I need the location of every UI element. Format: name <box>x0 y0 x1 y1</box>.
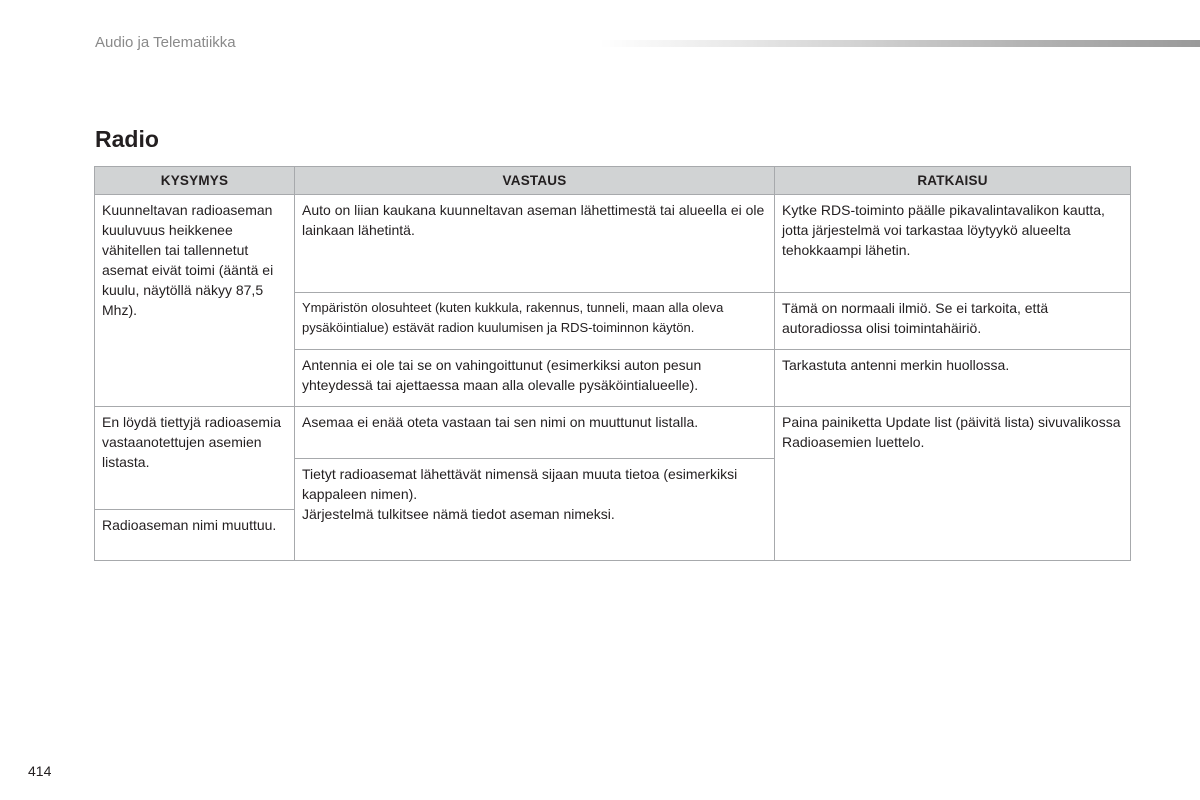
column-header-answer: VASTAUS <box>295 167 775 195</box>
answer-line: Järjestelmä tulkitsee nämä tiedot aseman nimeksi. <box>302 506 615 522</box>
running-header: Audio ja Telematiikka <box>95 34 236 51</box>
answer-cell: Auto on liian kaukana kuunneltavan aseman lähettimestä tai alueella ei ole lainkaan lähetintä. <box>295 195 775 293</box>
answer-cell: Antennia ei ole tai se on vahingoittunut (esimerkiksi auton pesun yhteydessä tai ajettaessa maan alla olevalle pysäköintialueelle). <box>295 350 775 407</box>
troubleshooting-table <box>94 166 1131 561</box>
column-header-question: KYSYMYS <box>95 167 295 195</box>
answer-cell <box>295 459 775 561</box>
section-title: Radio <box>95 126 159 152</box>
table-header-row <box>95 167 1131 195</box>
table-row <box>95 407 1131 459</box>
header-gradient-bar <box>600 40 1200 47</box>
answer-cell: Ympäristön olosuhteet (kuten kukkula, rakennus, tunneli, maan alla oleva pysäköintialue) estävät radion kuulumisen ja RDS-toiminnon käytön. <box>295 293 775 350</box>
question-cell: Radioaseman nimi muuttuu. <box>95 510 295 561</box>
solution-cell: Tämä on normaali ilmiö. Se ei tarkoita, että autoradiossa olisi toimintahäiriö. <box>775 293 1131 350</box>
solution-cell: Kytke RDS-toiminto päälle pikavalintavalikon kautta, jotta järjestelmä voi tarkastaa löytyykö alueelta tehokkaampi lähetin. <box>775 195 1131 293</box>
page-number: 414 <box>28 763 52 779</box>
question-cell: En löydä tiettyjä radioasemia vastaanotettujen asemien listasta. <box>95 407 295 510</box>
question-cell: Kuunneltavan radioaseman kuuluvuus heikkenee vähitellen tai tallennetut asemat eivät toimi (ääntä ei kuulu, näytöllä näkyy 87,5 Mhz). <box>95 195 295 407</box>
answer-cell: Asemaa ei enää oteta vastaan tai sen nimi on muuttunut listalla. <box>295 407 775 459</box>
table-row <box>95 195 1131 293</box>
solution-cell: Tarkastuta antenni merkin huollossa. <box>775 350 1131 407</box>
answer-line: Tietyt radioasemat lähettävät nimensä sijaan muuta tietoa (esimerkiksi kappaleen nimen). <box>302 466 738 502</box>
solution-cell: Paina painiketta Update list (päivitä lista) sivuvalikossa Radioasemien luettelo. <box>775 407 1131 561</box>
column-header-solution: RATKAISU <box>775 167 1131 195</box>
